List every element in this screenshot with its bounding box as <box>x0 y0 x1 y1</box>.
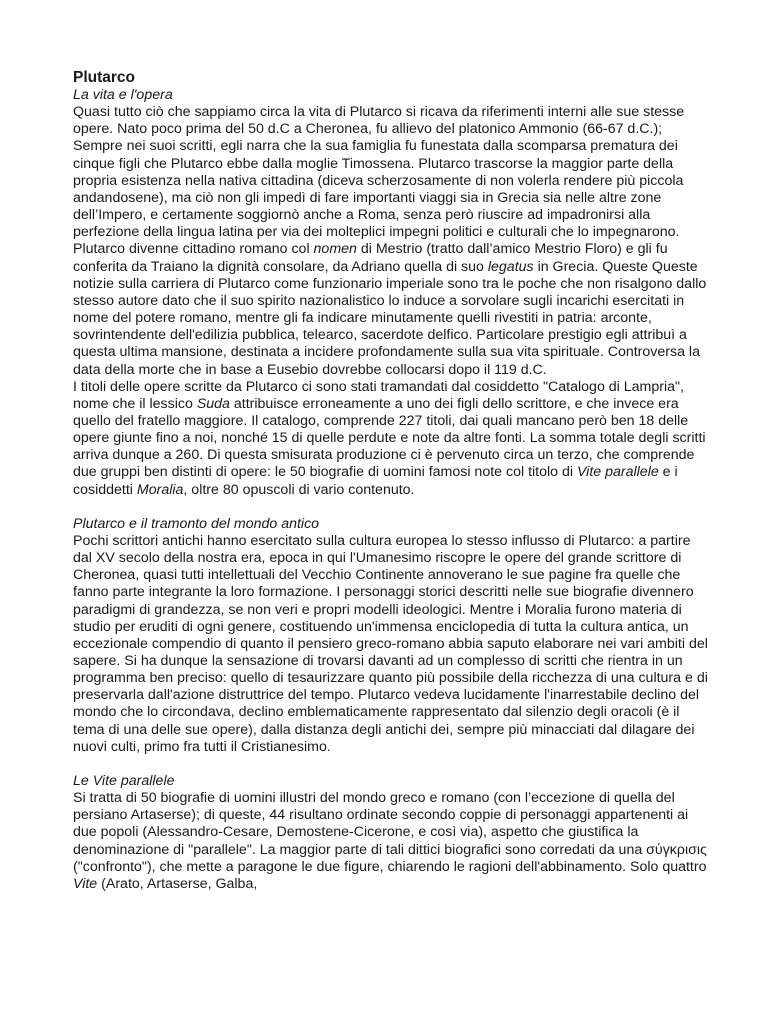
text-run: in Grecia. Queste Queste notizie sulla carriera di Plutarco come funzionario imperiale sono tra le poche che non risalgono dallo stesso autore dato che il suo spirito nazionalistico lo induce a sorvolare sugli incarichi esercitati in nome del potere romano, mentre gli fa indicare minutamente quelli rivestiti in patria: arconte, sovrintendente dell'edilizia pubblica, telearco, sacerdote delfico. Particolare prestigio egli attribuì a questa ultima mansione, destinata a incidere profondamente sulla sua vita spirituale. Controversa la data della morte che in base a Eusebio dovrebbe collocarsi dopo il 119 d.C. <box>73 258 707 378</box>
italic-term: Moralia <box>136 481 184 498</box>
text-run: di Mestrio (tratto dall’amico Mestrio Floro) e gli fu conferita da Traiano la dignità consolare, da Adriano quella di suo <box>73 241 668 275</box>
section-heading: Plutarco e il tramonto del mondo antico <box>73 515 320 532</box>
italic-term: nomen <box>313 241 357 258</box>
italic-term: legatus <box>487 258 534 275</box>
blank-line <box>73 499 713 516</box>
section-vite-parallele <box>73 773 713 893</box>
section-heading: La vita e l'opera <box>73 87 173 103</box>
document-page <box>73 68 713 893</box>
blank-line <box>73 756 713 773</box>
section-tramonto <box>73 516 713 756</box>
paragraph <box>73 790 713 893</box>
text-run: attribuisce erroneamente a uno dei figli dello scrittore, e che invece era quello del fratello maggiore. Il catalogo, comprende 227 titoli, dai quali mancano però ben 18 delle opere giunte fino a noi, nonché 15 di quelle perdute e note da altre fonti. La somma totale degli scritti arriva dunque a 260. Di questa smisurata produzione ci è pervenuto circa un terzo, che comprende due gruppi ben distinti di opere: le 50 biografie di uomini famosi note col titolo di <box>73 395 706 481</box>
italic-term: Vite parallele <box>576 464 659 481</box>
paragraph <box>73 104 713 379</box>
paragraph <box>73 379 713 499</box>
italic-term: Vite <box>73 875 98 892</box>
text-run: e i cosiddetti <box>73 464 678 498</box>
section-heading: Le Vite parallele <box>73 772 175 789</box>
document-title: Plutarco <box>73 69 136 86</box>
text-run: Pochi scrittori antichi hanno esercitato sulla cultura europea lo stesso influsso di Plutarco: a partire dal XV secolo della nostra era, epoca in qui l'Umanesimo riscopre le opere del grande scrittore di Cheronea, quasi tutti intellettuali del Vecchio Continente annoverano le sue pagine fra quelle che fanno parte integrante la loro formazione. I personaggi storici descritti nelle sue biografie divennero paradigmi di grandezza, se non veri e propri modelli ideologici. Mentre i Moralia furono materia di studio per eruditi di ogni genere, costituendo un'immensa enciclopedia di tutta la cultura antica, un eccezionale compendio di quanto il pensiero greco-romano abbia saputo elaborare nei vari ambiti del sapere. Si ha dunque la sensazione di trovarsi davanti ad un complesso di scritti che rientra in un programma ben preciso: quello di tesaurizzare quanto più possibile della ricchezza di una cultura e di preservarla dall'azione distruttrice del tempo. Plutarco vedeva lucidamente l'inarrestabile declino del mondo che lo circondava, declino emblematicamente rappresentato dal silenzio degli oracoli (è il tema di una delle sue opere), dalla distanza degli antichi dei, sempre più minacciati dal dilagare dei nuovi culti, primo fra tutti il Cristianesimo. <box>73 532 708 755</box>
section-la-vita <box>73 87 713 499</box>
paragraph <box>73 533 713 756</box>
text-run: I titoli delle opere scritte da Plutarco ci sono stati tramandati dal cosiddetto "Catalogo di Lampria", nome che il lessico <box>73 378 684 412</box>
text-run: Si tratta di 50 biografie di uomini illustri del mondo greco e romano (con l’eccezione di quella del persiano Artaserse); di queste, 44 risultano ordinate secondo coppie di personaggi appartenenti ai due popoli (Alessandro-Cesare, Demostene-Cicerone, e così via), aspetto che giustifica la denominazione di "parallele". La maggior parte di tali dittici biografici sono corredati da una σύγκρισις ("confronto"), che mette a paragone le due figure, chiarendo le ragioni dell'abbinamento. Solo quattro <box>73 790 707 875</box>
italic-term: Suda <box>196 395 230 412</box>
text-run: , oltre 80 opuscoli di vario contenuto. <box>183 481 415 498</box>
text-run: (Arato, Artaserse, Galba, <box>97 875 258 892</box>
text-run: Quasi tutto ciò che sappiamo circa la vita di Plutarco si ricava da riferimenti interni alle sue stesse opere. Nato poco prima del 50 d.C a Cheronea, fu allievo del platonico Ammonio (66-67 d.C.); Sempre nei suoi scritti, egli narra che la sua famiglia fu funestata dalla scomparsa prematura dei cinque figli che Plutarco ebbe dalla moglie Timossena. Plutarco trascorse la maggior parte della propria esistenza nella nativa cittadina (diceva scherzosamente di non volerla rendere più piccola andandosene), ma ciò non gli impedì di fare importanti viaggi sia in Grecia sia nelle altre zone dell’Impero, e certamente soggiornò anche a Roma, senza però riuscire ad impadronirsi alla perfezione della lingua latina per via dei molteplici impegni politici e culturali che lo impegnarono. Plutarco divenne cittadino romano col <box>73 104 685 258</box>
